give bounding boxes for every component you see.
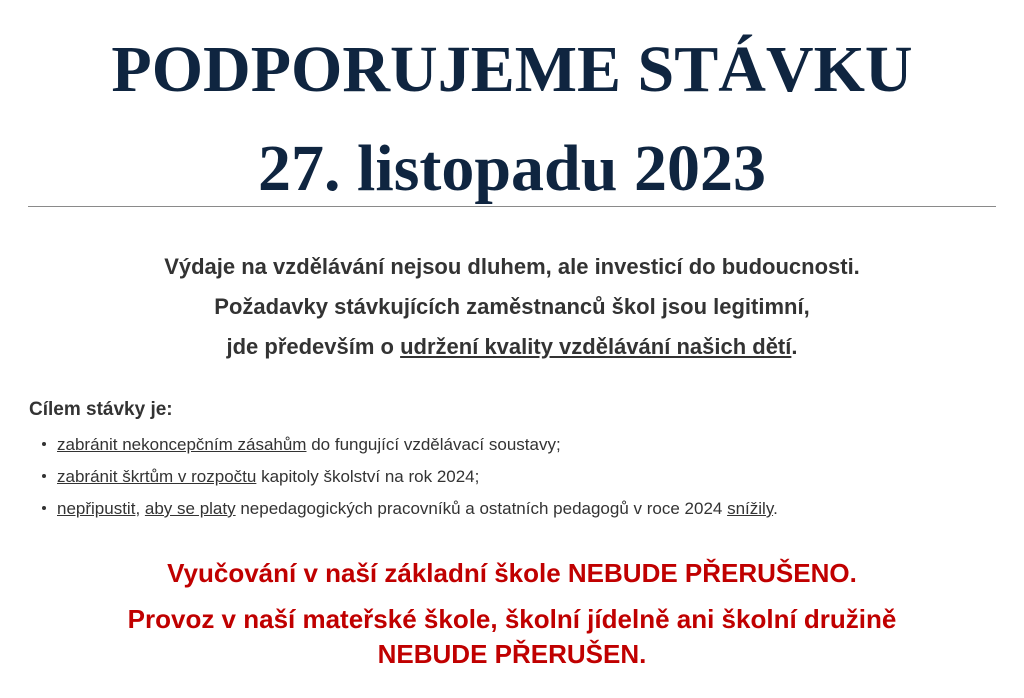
notice-services: Provoz v naší mateřské škole, školní jídelně ani školní družině [127, 604, 897, 634]
list-item [42, 430, 778, 462]
goal-3-emphasis-b: aby se platy [144, 499, 236, 518]
intro-line-3 [0, 327, 1024, 367]
goal-3-emphasis-c: snížily [727, 499, 774, 518]
goal-3-separator: , [135, 499, 145, 518]
goals-list [42, 430, 778, 526]
goal-1-emphasis: zabránit nekoncepčním zásahům [57, 435, 307, 454]
divider [28, 206, 996, 207]
goal-3-emphasis-a: nepřipustit [57, 499, 136, 518]
bullet-icon [42, 442, 46, 446]
intro-line-1: Výdaje na vzdělávání nejsou dluhem, ale investicí do budoucnosti. [164, 254, 860, 279]
list-item [42, 494, 778, 526]
intro-emphasis: udržení kvality vzdělávání našich dětí [400, 334, 792, 359]
notice-school: Vyučování v naší základní škole NEBUDE PŘERUŠENO. [167, 558, 857, 588]
bullet-icon [42, 474, 46, 478]
goal-3-text: nepedagogických pracovníků a ostatních pedagogů v roce 2024 [235, 499, 728, 518]
goal-2-text: kapitoly školství na rok 2024; [256, 467, 480, 486]
page-title-date: 27. listopadu 2023 [258, 132, 766, 205]
page-title-line1: PODPORUJEME STÁVKU [111, 33, 913, 106]
goal-3-end: . [773, 499, 778, 518]
intro-line-2: Požadavky stávkujících zaměstnanců škol jsou legitimní, [214, 294, 810, 319]
intro-line-3-prefix: jde především o [226, 334, 401, 359]
goal-2-emphasis: zabránit škrtům v rozpočtu [57, 467, 257, 486]
bullet-icon [42, 506, 46, 510]
goals-heading: Cílem stávky je: [29, 399, 173, 420]
goal-1-text: do fungující vzdělávací soustavy; [306, 435, 561, 454]
intro-statement [0, 247, 1024, 367]
notice-services-status: NEBUDE PŘERUŠEN. [377, 639, 647, 669]
list-item [42, 462, 778, 494]
intro-line-3-suffix: . [791, 334, 798, 359]
